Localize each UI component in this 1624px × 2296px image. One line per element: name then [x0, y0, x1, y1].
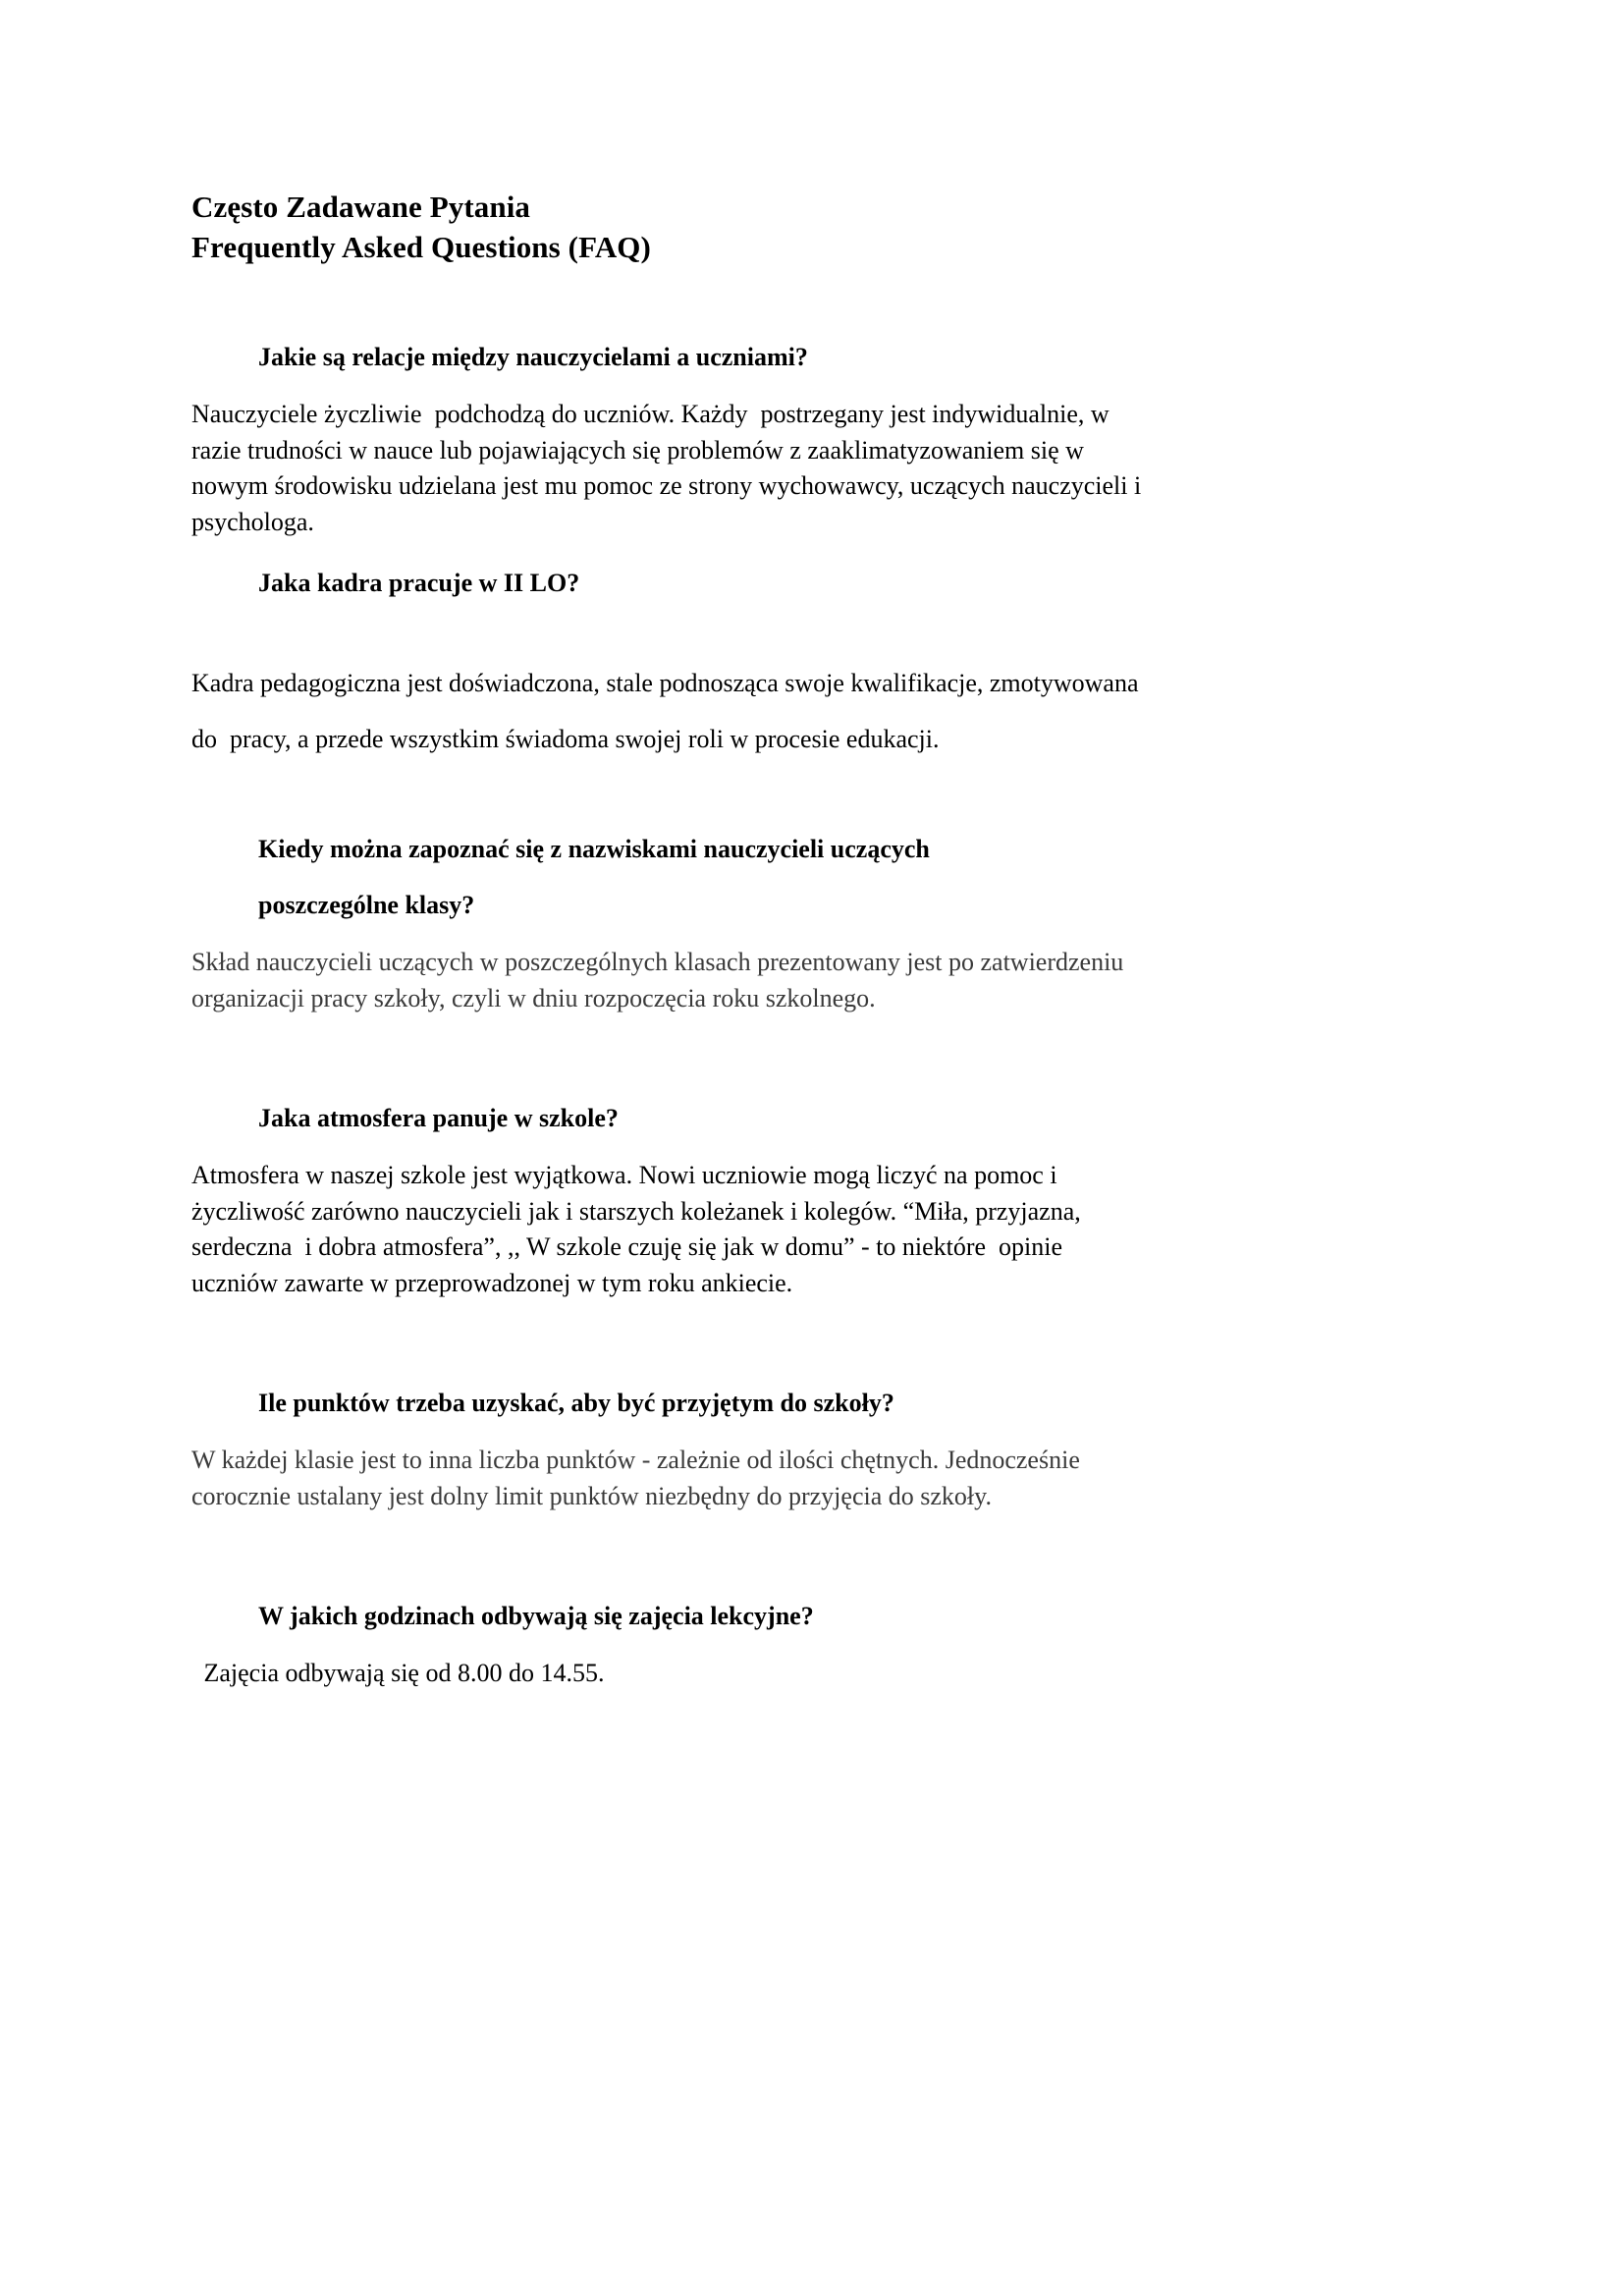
spacer	[191, 1136, 1434, 1158]
faq-answer-1-line-2: razie trudności w nauce lub pojawiających się problemów z zaaklimatyzowaniem się w	[191, 435, 1084, 465]
faq-question-3-line-2: poszczególne klasy?	[258, 891, 475, 919]
faq-question-6	[191, 1599, 1434, 1634]
faq-answer-1-line-4: psychologa.	[191, 507, 314, 536]
faq-question-4-line-1: Jaka atmosfera panuje w szkole?	[258, 1104, 619, 1132]
faq-item-3	[191, 832, 1434, 1016]
faq-answer-5-line-1: W każdej klasie jest to inna liczba punktów - zależnie od ilości chętnych. Jednocześnie	[191, 1446, 1080, 1474]
faq-item-2	[191, 566, 1434, 757]
faq-question-4	[191, 1101, 1434, 1136]
page-title	[191, 187, 1434, 267]
faq-item-5	[191, 1386, 1434, 1514]
faq-question-5-line-1: Ile punktów trzeba uzyskać, aby być przyjętym do szkoły?	[258, 1389, 894, 1417]
faq-list	[191, 340, 1434, 1692]
spacer	[191, 1514, 1434, 1599]
faq-answer-3-line-1: Skład nauczycieli uczących w poszczególnych klasach prezentowany jest po zatwierdzeniu	[191, 948, 1124, 976]
faq-question-1	[191, 340, 1434, 375]
document-content	[191, 187, 1434, 1692]
spacer	[191, 1421, 1434, 1443]
spacer	[191, 540, 1434, 566]
spacer	[191, 375, 1434, 397]
faq-question-3-line-1: Kiedy można zapoznać się z nazwiskami nauczycieli uczących	[258, 835, 930, 863]
spacer	[191, 1634, 1434, 1656]
faq-answer-2-line-2: do pracy, a przede wszystkim świadoma swojej roli w procesie edukacji.	[191, 724, 940, 753]
faq-answer-4-line-3: serdeczna i dobra atmosfera”, ,, W szkole czuję się jak w domu” - to niektóre opinie	[191, 1232, 1063, 1261]
faq-question-2-line-1: Jaka kadra pracuje w II LO?	[258, 569, 580, 597]
faq-question-1-line-1: Jakie są relacje między nauczycielami a uczniami?	[258, 343, 808, 371]
faq-answer-4-line-1: Atmosfera w naszej szkole jest wyjątkowa. Nowi uczniowie mogą liczyć na pomoc i	[191, 1161, 1057, 1189]
faq-answer-4-line-4: uczniów zawarte w przeprowadzonej w tym roku ankiecie.	[191, 1268, 793, 1297]
faq-answer-4	[191, 1158, 1434, 1301]
faq-answer-1-line-3: nowym środowisku udzielana jest mu pomoc ze strony wychowawcy, uczących nauczycieli i	[191, 471, 1142, 500]
spacer	[191, 1301, 1434, 1386]
spacer	[191, 923, 1434, 945]
faq-answer-5	[191, 1443, 1434, 1514]
faq-answer-3-line-2: organizacji pracy szkoły, czyli w dniu rozpoczęcia roku szkolnego.	[191, 983, 876, 1012]
faq-answer-5-line-2: corocznie ustalany jest dolny limit punktów niezbędny do przyjęcia do szkoły.	[191, 1481, 992, 1510]
faq-item-6	[191, 1599, 1434, 1692]
faq-answer-1	[191, 397, 1434, 540]
faq-question-3	[191, 832, 1434, 923]
faq-item-1	[191, 340, 1434, 540]
spacer	[191, 1016, 1434, 1101]
faq-item-4	[191, 1101, 1434, 1301]
spacer	[191, 757, 1434, 832]
faq-question-6-line-1: W jakich godzinach odbywają się zajęcia lekcyjne?	[258, 1602, 814, 1630]
faq-answer-6-line-1: Zajęcia odbywają się od 8.00 do 14.55.	[197, 1659, 605, 1687]
faq-answer-1-line-1: Nauczyciele życzliwie podchodzą do uczniów. Każdy postrzegany jest indywidualnie, w	[191, 400, 1110, 428]
spacer	[191, 601, 1434, 666]
faq-answer-2-line-1: Kadra pedagogiczna jest doświadczona, stale podnosząca swoje kwalifikacje, zmotywowana	[191, 669, 1139, 697]
faq-answer-2	[191, 666, 1434, 757]
faq-question-2	[191, 566, 1434, 601]
faq-answer-4-line-2: życzliwość zarówno nauczycieli jak i starszych koleżanek i kolegów. “Miła, przyjazna,	[191, 1196, 1081, 1226]
faq-question-5	[191, 1386, 1434, 1421]
faq-answer-3	[191, 945, 1434, 1016]
page-title-line-pl: Często Zadawane Pytania	[191, 190, 531, 224]
faq-answer-6	[191, 1656, 1434, 1692]
page-title-line-en: Frequently Asked Questions (FAQ)	[191, 230, 651, 264]
